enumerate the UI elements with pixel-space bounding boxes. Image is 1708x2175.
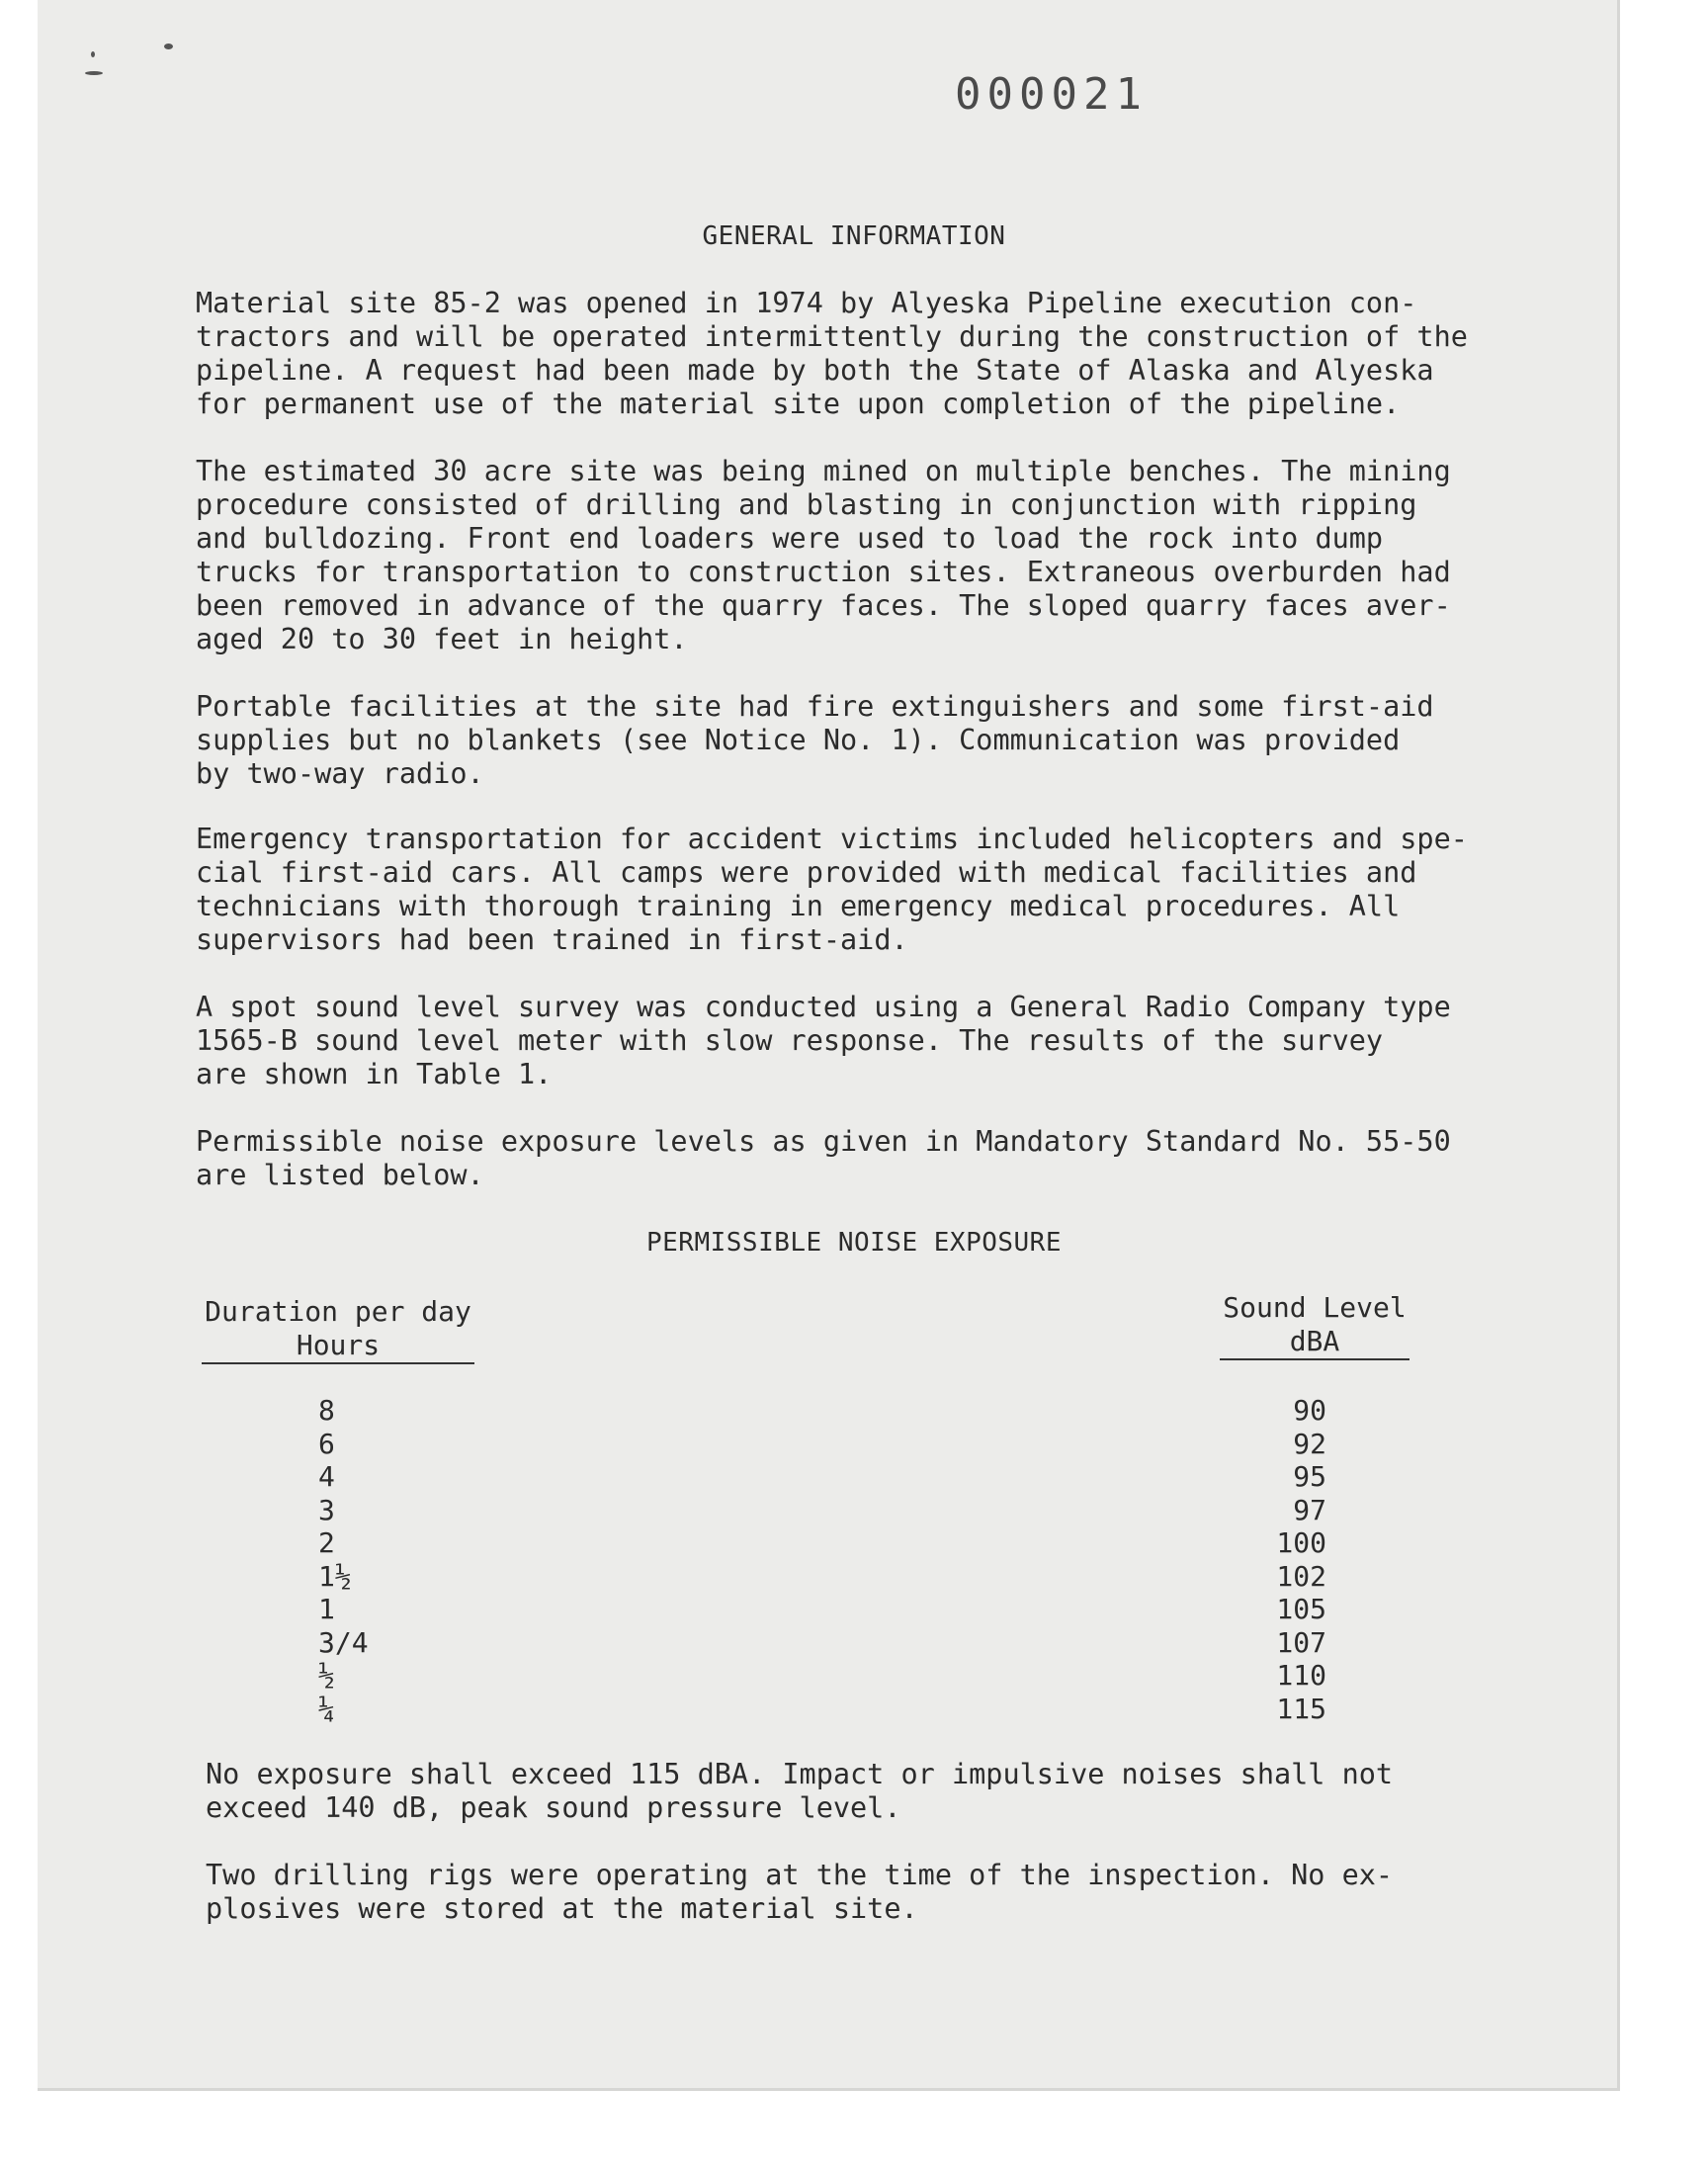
table-header-duration-label: Duration per day (205, 1295, 471, 1328)
table-cell-hours: 4 (318, 1460, 335, 1493)
table-header-sound-level (1220, 1291, 1409, 1360)
table-cell-dba: 110 (1276, 1659, 1326, 1692)
table-cell-dba: 92 (1293, 1427, 1326, 1460)
page-heading: GENERAL INFORMATION (702, 221, 1006, 251)
table-cell-hours: 1 (318, 1593, 335, 1625)
table-cell-dba: 100 (1276, 1526, 1326, 1559)
table-cell-hours: 1½ (318, 1559, 352, 1593)
paragraph-facilities: Portable facilities at the site had fire extinguishers and some first-aid supplies but no blankets (see Notice No. 1). Communication was provided by two-way radio. (196, 690, 1434, 790)
table-cell-dba: 95 (1293, 1460, 1326, 1493)
table-cell-hours: 8 (318, 1394, 335, 1427)
paragraph-mining-procedure: The estimated 30 acre site was being mined on multiple benches. The mining procedure consisted of drilling and blasting in conjunction with ripping and bulldozing. Front end loaders were used to load the rock into dump trucks for transportation to construction sites. Extraneous overburden had been removed in advance of the quarry faces. The sloped quarry faces aver- aged 20 to 30 feet in height. (196, 455, 1451, 655)
table-cell-dba: 90 (1293, 1394, 1326, 1427)
table-cell-hours: 2 (318, 1526, 335, 1559)
table-header-dba-label: dBA (1220, 1325, 1409, 1360)
paragraph-emergency-transport: Emergency transportation for accident victims included helicopters and spe- cial first-aid cars. All camps were provided with medical facilities and technicians with thorough training in emergency medical procedures. All supervisors had been trained in first-aid. (196, 823, 1468, 956)
table-cell-dba: 102 (1276, 1559, 1326, 1593)
table-cell-hours: 3 (318, 1493, 335, 1526)
table-cell-dba: 115 (1276, 1692, 1326, 1725)
table-column-hours (318, 1394, 437, 1725)
table-cell-dba: 107 (1276, 1625, 1326, 1659)
table-column-dba (1245, 1394, 1326, 1725)
scan-mark (85, 71, 103, 75)
scan-mark (164, 44, 173, 49)
paragraph-drilling-rigs: Two drilling rigs were operating at the time of the inspection. No ex- plosives were stored at the material site. (206, 1859, 1394, 1925)
table-header-duration (202, 1295, 474, 1364)
table-header-hours-label: Hours (202, 1329, 474, 1364)
table-header-sound-level-label: Sound Level (1223, 1291, 1407, 1324)
table-cell-dba: 105 (1276, 1593, 1326, 1625)
table-cell-hours: ¼ (318, 1692, 335, 1725)
table-cell-hours: 3/4 (318, 1625, 369, 1659)
paragraph-exposure-limit: No exposure shall exceed 115 dBA. Impact or impulsive noises shall not exceed 140 dB, peak sound pressure level. (206, 1758, 1394, 1824)
table-cell-hours: 6 (318, 1427, 335, 1460)
paragraph-noise-standard: Permissible noise exposure levels as given in Mandatory Standard No. 55-50 are listed below. (196, 1125, 1451, 1191)
table-cell-dba: 97 (1293, 1493, 1326, 1526)
paragraph-site-opening: Material site 85-2 was opened in 1974 by Alyeska Pipeline execution con- tractors and will be operated intermittently during the construction of the pipeline. A request had been made by both the State of Alaska and Alyeska for permanent use of the material site upon completion of the pipeline. (196, 287, 1468, 420)
scan-mark (91, 51, 95, 57)
page-number: 000021 (955, 69, 1148, 120)
paragraph-sound-survey: A spot sound level survey was conducted using a General Radio Company type 1565-B sound level meter with slow response. The results of the survey are shown in Table 1. (196, 991, 1451, 1090)
table-title: PERMISSIBLE NOISE EXPOSURE (646, 1228, 1062, 1258)
table-cell-hours: ½ (318, 1659, 335, 1692)
